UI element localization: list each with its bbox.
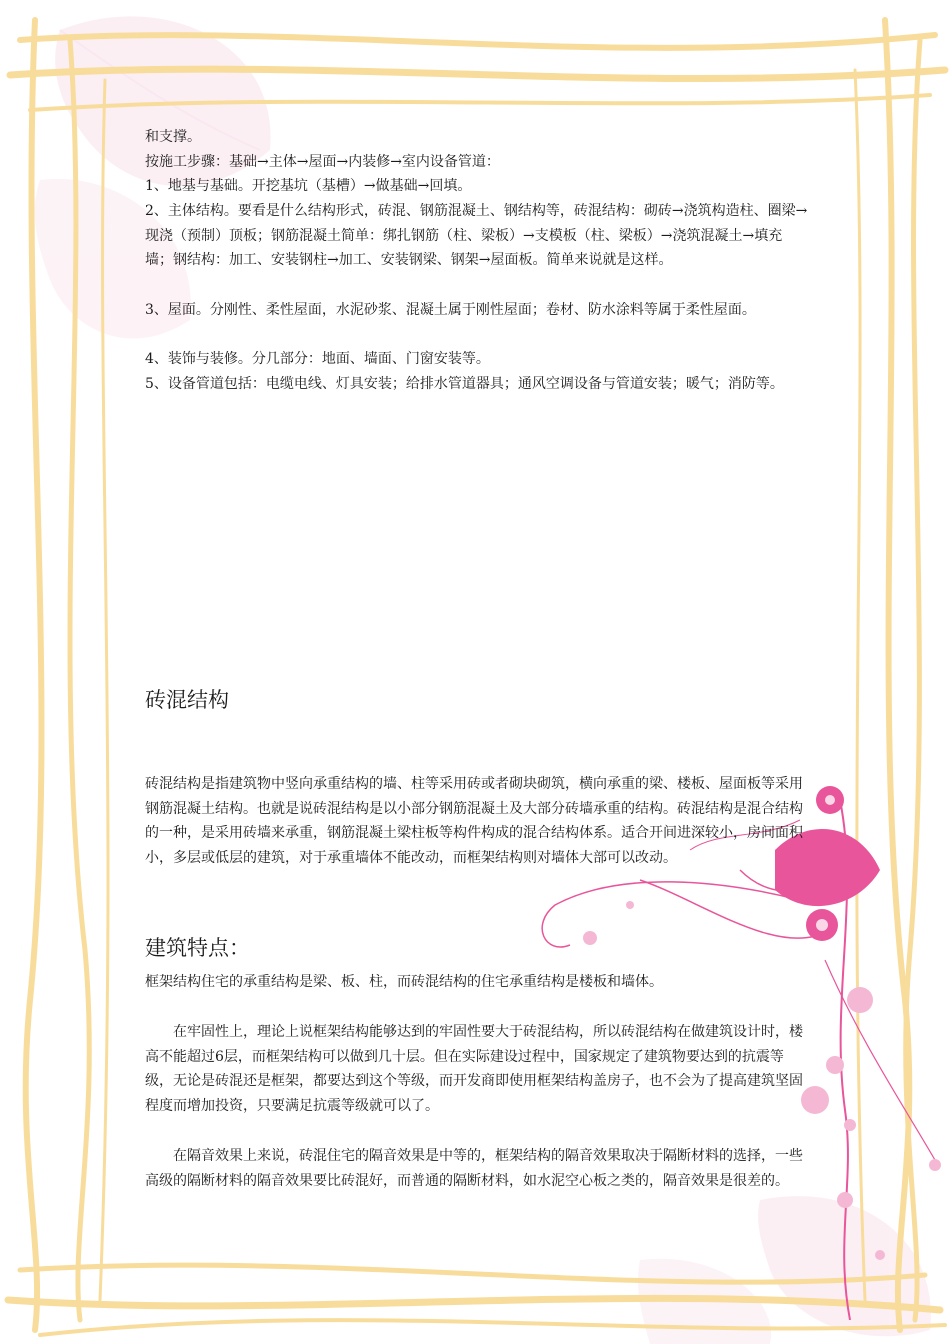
step-equipment: 5、设备管道包括：电缆电线、灯具安装；给排水管道器具；通风空调设备与管道安装；暖气；消防等。 [145,376,784,392]
section-heading-features: 建筑特点： [145,936,250,960]
text-continuation: 和支撑。 [145,129,201,145]
step-roof: 3、屋面。分刚性、柔性屋面，水泥砂浆、混凝土属于刚性屋面；卷材、防水涂料等属于柔性屋面。 [145,302,756,318]
features-strength-paragraph: 在牢固性上，理论上说框架结构能够达到的牢固性要大于砖混结构，所以砖混结构在做建筑设计时，楼高不能超过6层，而框架结构可以做到几十层。但在实际建设过程中，国家规定了建筑物要达到的抗震等级，无论是砖混还是框架，都要达到这个等级，而开发商即使用框架结构盖房子，也不会为了提高建筑坚固程度而增加投资，只要满足抗震等级就可以了。 [145,1024,803,1114]
steps-intro: 按施工步骤：基础→主体→屋面→内装修→室内设备管道： [145,154,500,170]
section-heading-brick-concrete: 砖混结构 [145,688,229,712]
step-main-structure: 2、主体结构。要看是什么结构形式，砖混、钢筋混凝土、钢结构等，砖混结构：砌砖→浇筑构造柱、圈梁→现浇（预制）顶板；钢筋混凝土简单：绑扎钢筋（柱、梁板）→支模板（柱、梁板）→浇筑混凝土→填充墙；钢结构：加工、安装钢柱→加工、安装钢梁、钢架→屋面板。简单来说就是这样。 [145,203,808,268]
step-foundation: 1、地基与基础。开挖基坑（基槽）→做基础→回填。 [145,178,472,194]
features-sound-paragraph: 在隔音效果上来说，砖混住宅的隔音效果是中等的，框架结构的隔音效果取决于隔断材料的选择，一些高级的隔断材料的隔音效果要比砖混好，而普通的隔断材料，如水泥空心板之类的，隔音效果是很差的。 [145,1148,803,1189]
step-decoration: 4、装饰与装修。分几部分：地面、墙面、门窗安装等。 [145,351,490,367]
section-body-brick-concrete: 砖混结构是指建筑物中竖向承重结构的墙、柱等采用砖或者砌块砌筑，横向承重的梁、楼板、屋面板等采用钢筋混凝土结构。也就是说砖混结构是以小部分钢筋混凝土及大部分砖墙承重的结构。砖混结构是混合结构的一种，是采用砖墙来承重，钢筋混凝土梁柱板等构件构成的混合结构体系。适合开间进深较小，房间面积小，多层或低层的建筑，对于承重墙体不能改动，而框架结构则对墙体大部可以改动。 [145,776,803,866]
features-intro: 框架结构住宅的承重结构是梁、板、柱，而砖混结构的住宅承重结构是楼板和墙体。 [145,974,663,990]
